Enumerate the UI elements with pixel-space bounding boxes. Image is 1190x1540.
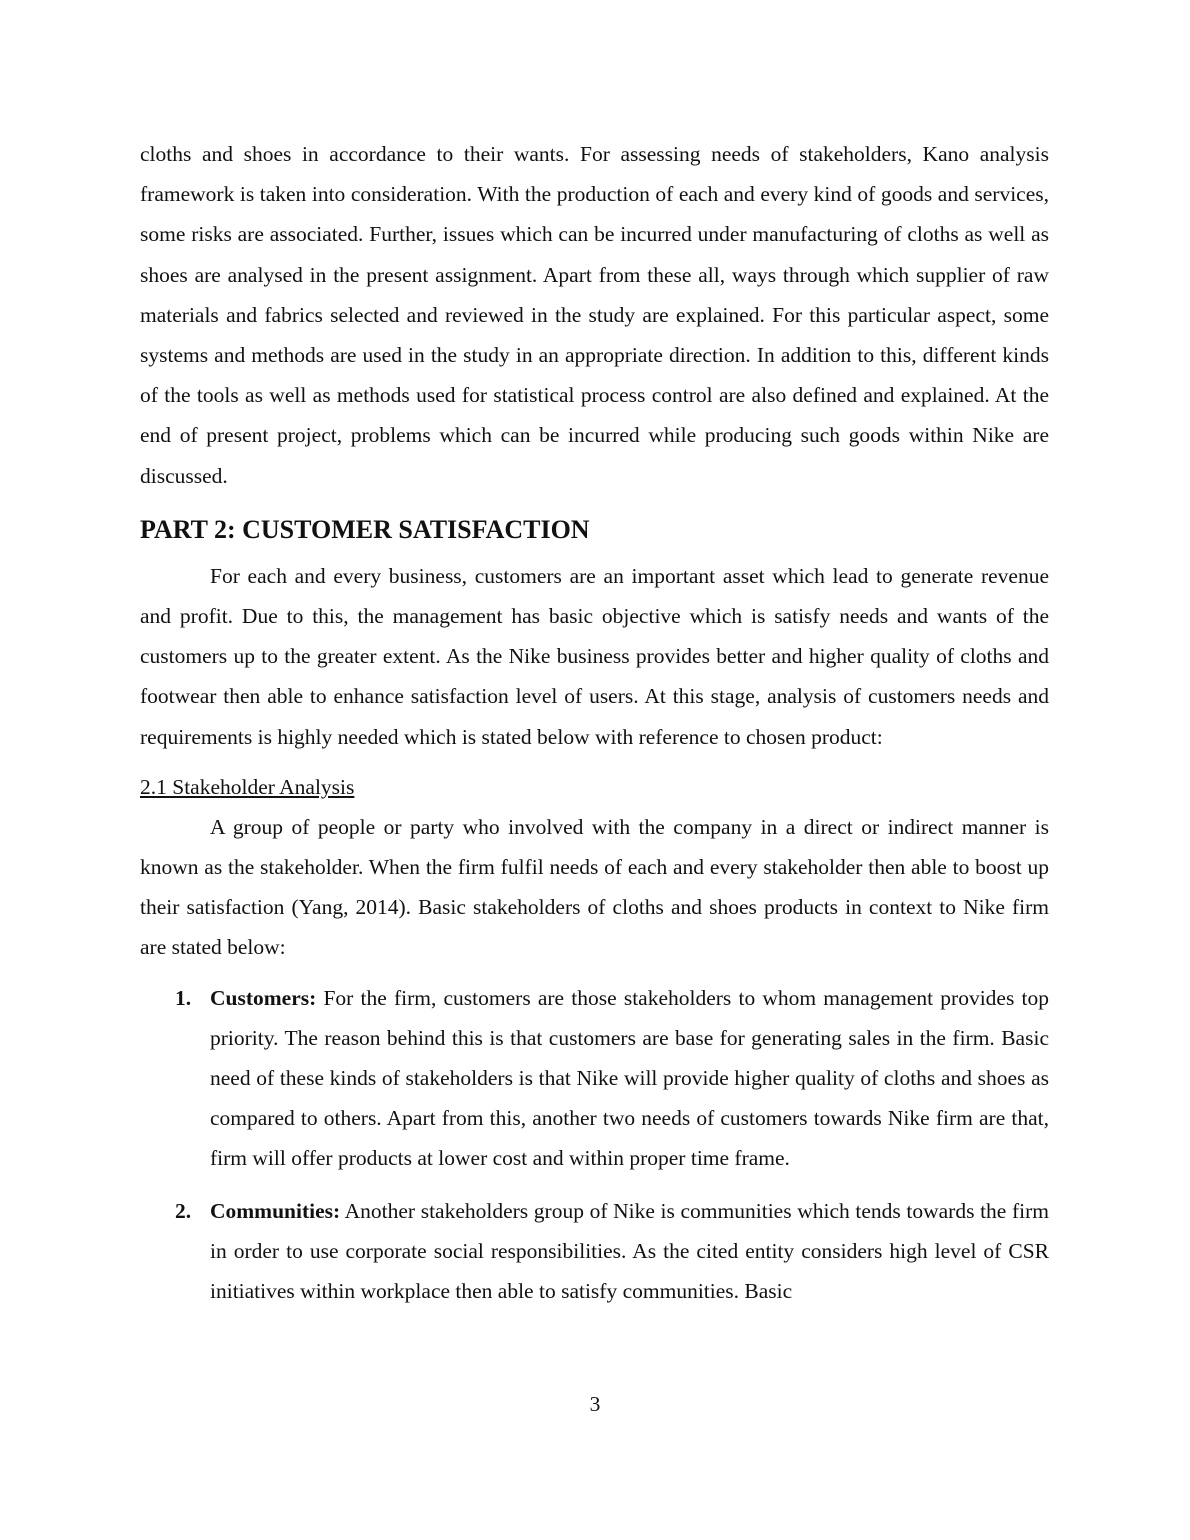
list-item-text: For the firm, customers are those stakeholders to whom management provides top priority. The reason behind this is that customers are base for generating sales in the firm. Basic need of these kinds of stakeholders is that Nike will provide higher quality of cloths and shoes as compared to others. Apart from this, another two needs of customers towards Nike firm are that, firm will offer products at lower cost and within proper time frame.: [210, 985, 1049, 1171]
list-item-text: Another stakeholders group of Nike is communities which tends towards the firm in order to use corporate social responsibilities. As the cited entity considers high level of CSR initiatives within workplace then able to satisfy communities. Basic: [210, 1198, 1049, 1304]
document-page: [140, 134, 1049, 1323]
list-item-term: Communities:: [210, 1198, 341, 1223]
stakeholder-list: [140, 978, 1049, 1312]
part2-paragraph: For each and every business, customers are an important asset which lead to generate revenue and profit. Due to this, the management has basic objective which is satisfy needs and wants of the customers up to the greater extent. As the Nike business provides better and higher quality of cloths and footwear then able to enhance satisfaction level of users. At this stage, analysis of customers needs and requirements is highly needed which is stated below with reference to chosen product:: [140, 563, 1049, 749]
page-number: 3: [589, 1392, 601, 1416]
list-item-number: 1.: [175, 985, 192, 1010]
list-item: [140, 978, 1049, 1179]
section-2-1-paragraph: A group of people or party who involved with the company in a direct or indirect manner is known as the stakeholder. When the firm fulfil needs of each and every stakeholder then able to boost up their satisfaction (Yang, 2014). Basic stakeholders of cloths and shoes products in context to Nike firm are stated below:: [140, 814, 1049, 960]
section-2-1-heading: 2.1 Stakeholder Analysis: [140, 774, 355, 799]
list-item-number: 2.: [175, 1198, 192, 1223]
intro-paragraph: cloths and shoes in accordance to their wants. For assessing needs of stakeholders, Kano analysis framework is taken into consideration. With the production of each and every kind of goods and services, some risks are associated. Further, issues which can be incurred under manufacturing of cloths as well as shoes are analysed in the present assignment. Apart from these all, ways through which supplier of raw materials and fabrics selected and reviewed in the study are explained. For this particular aspect, some systems and methods are used in the study in an appropriate direction. In addition to this, different kinds of the tools as well as methods used for statistical process control are also defined and explained. At the end of present project, problems which can be incurred while producing such goods within Nike are discussed.: [140, 142, 1049, 488]
part2-heading: PART 2: CUSTOMER SATISFACTION: [140, 514, 590, 544]
list-item-term: Customers:: [210, 985, 317, 1010]
list-item: [140, 1191, 1049, 1312]
